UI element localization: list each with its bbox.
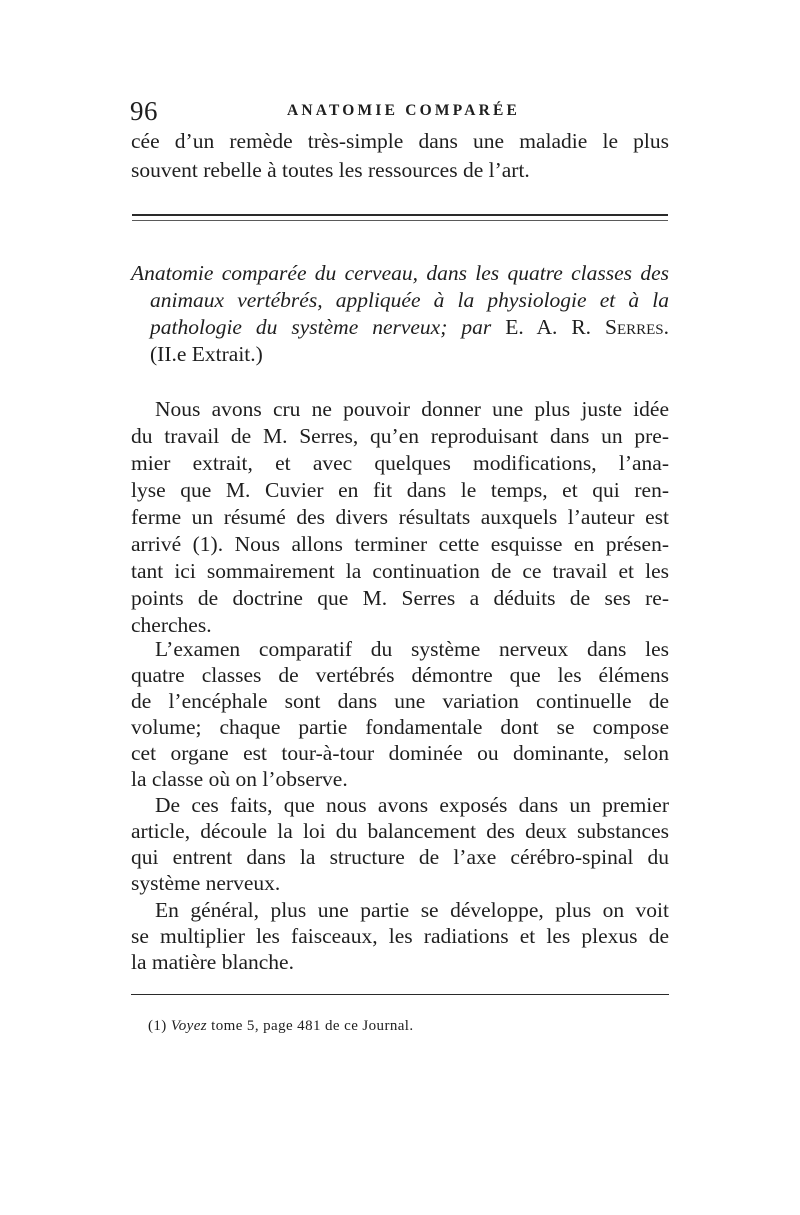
author-initials: E. A. R. [505,315,592,339]
article-title-line-3-text: pathologie du système nerveux; par [150,315,492,339]
footnote-marker: (1) [148,1018,167,1034]
paragraph-1-line-3: mier extrait, et avec quelques modifications, l’ana- [131,451,669,475]
footnote [148,1018,414,1035]
paragraph-2-line-6: la classe où on l’observe. [131,767,348,791]
paragraph-3-line-2: article, découle la loi du balancement des deux substances [131,819,669,843]
paragraph-1-line-4: lyse que M. Cuvier en fit dans le temps, et qui ren- [131,478,669,502]
extract-label: (II.e Extrait.) [150,342,263,366]
continuation-line-1: cée d’un remède très-simple dans une maladie le plus [131,129,669,153]
paragraph-1-line-6: arrivé (1). Nous allons terminer cette esquisse en présen- [131,532,669,556]
paragraph-4-line-2: se multiplier les faisceaux, les radiations et les plexus de [131,924,669,948]
paragraph-1-line-2: du travail de M. Serres, qu’en reproduisant dans un pre- [131,424,669,448]
footnote-voyez: Voyez [170,1018,208,1034]
paragraph-1-line-1: Nous avons cru ne pouvoir donner une plus juste idée [155,397,669,421]
paragraph-2-line-2: quatre classes de vertébrés démontre que les élémens [131,663,669,687]
paragraph-4-line-1: En général, plus une partie se développe, plus on voit [155,898,669,922]
paragraph-3-line-3: qui entrent dans la structure de l’axe cérébro-spinal du [131,845,669,869]
paragraph-3-line-1: De ces faits, que nous avons exposés dans un premier [155,793,669,817]
paragraph-2-line-5: cet organe est tour-à-tour dominée ou dominante, selon [131,741,669,765]
article-title-line-3 [150,314,669,340]
article-title-line-1: Anatomie comparée du cerveau, dans les quatre classes des [131,261,669,285]
footnote-divider [131,994,669,995]
article-title-line-2: animaux vertébrés, appliquée à la physiologie et à la [150,288,669,312]
section-divider-thin [132,220,668,221]
running-head: ANATOMIE COMPARÉE [287,102,521,119]
paragraph-3-line-4: système nerveux. [131,871,281,895]
paragraph-2-line-1: L’examen comparatif du système nerveux dans les [155,637,669,661]
paragraph-1-line-7: tant ici sommairement la continuation de ce travail et les [131,559,669,583]
page-number: 96 [130,96,158,126]
paragraph-2-line-3: de l’encéphale sont dans une variation continuelle de [131,689,669,713]
page-header [130,96,670,126]
paragraph-4-line-3: la matière blanche. [131,950,294,974]
paragraph-1-line-9: cherches. [131,613,212,637]
footnote-text: tome 5, page 481 de ce Journal. [211,1018,414,1034]
paragraph-1-line-5: ferme un résumé des divers résultats auxquels l’auteur est [131,505,669,529]
continuation-line-2: souvent rebelle à toutes les ressources de l’art. [131,158,530,182]
paragraph-2-line-4: volume; chaque partie fondamentale dont se compose [131,715,669,739]
author-surname: Serres. [605,315,670,339]
section-divider [132,214,668,216]
paragraph-1-line-8: points de doctrine que M. Serres a déduits de ses re- [131,586,669,610]
